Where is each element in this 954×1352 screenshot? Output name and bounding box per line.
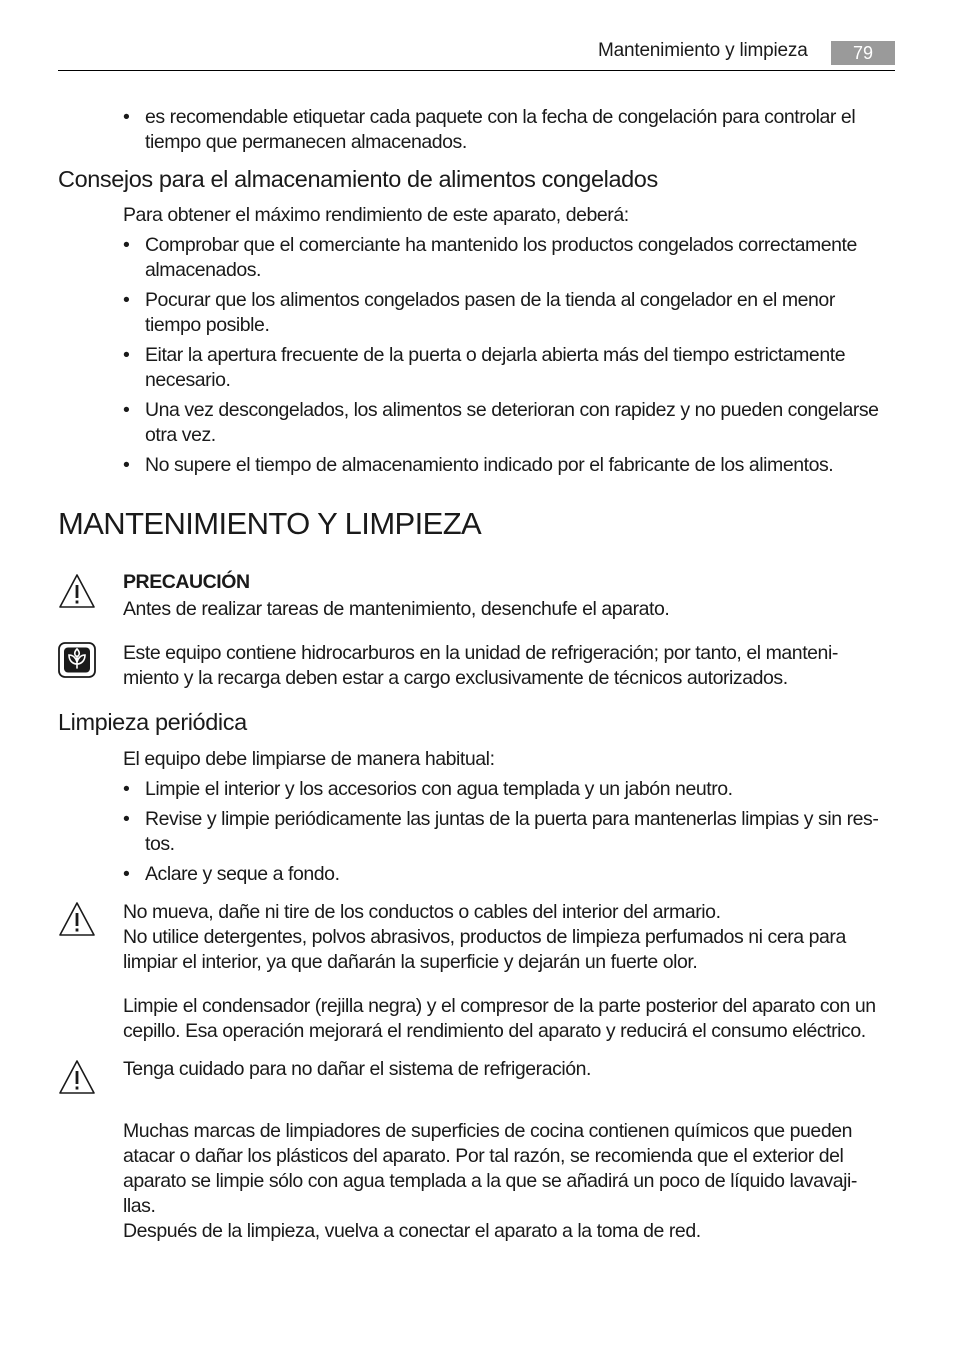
bullet-dot: •: [123, 399, 130, 421]
list-item: Limpie el interior y los accesorios con agua templada y un jabón neutro.: [145, 778, 733, 800]
list-item: No supere el tiempo de almacenamiento indicado por el fabricante de los alimentos.: [145, 454, 834, 476]
bullet-dot: •: [123, 344, 130, 366]
list-item: Pocurar que los alimentos congelados pasen de la tienda al congelador en el menor tiempo posible.: [145, 289, 835, 336]
consejos-intro: Para obtener el máximo rendimiento de este aparato, deberá:: [123, 204, 629, 226]
list-item: Comprobar que el comerciante ha mantenido los productos congelados correctamente almacenados.: [145, 234, 857, 281]
environment-note: Este equipo contiene hidrocarburos en la unidad de refrigeración; por tanto, el manteni- miento y la recarga deben estar a cargo exclusivamente de técnicos autorizados.: [123, 642, 838, 689]
running-header-title: Mantenimiento y limpieza: [598, 40, 808, 61]
list-item: Eitar la apertura frecuente de la puerta o dejarla abierta más del tiempo estrictamente necesario.: [145, 344, 846, 391]
bullet-dot: •: [123, 808, 130, 830]
bullet-dot: •: [123, 234, 130, 256]
list-item: Aclare y seque a fondo.: [145, 863, 340, 885]
header-rule: [58, 70, 895, 71]
limpieza-intro: El equipo debe limpiarse de manera habitual:: [123, 748, 495, 770]
bullet-dot: •: [123, 863, 130, 885]
warning-triangle-icon: [58, 901, 96, 937]
environment-info-icon: [58, 642, 96, 678]
page-number: 79: [831, 41, 895, 65]
warning-cables-text: No mueva, dañe ni tire de los conductos o cables del interior del armario. No utilice detergentes, polvos abrasivos, productos de limpieza perfumados ni cera para limpiar el interior, ya que dañarán la superficie y dejarán un fuerte olor.: [123, 901, 846, 973]
section-title: MANTENIMIENTO Y LIMPIEZA: [58, 506, 482, 541]
limpieza-heading: Limpieza periódica: [58, 709, 247, 735]
bullet-dot: •: [123, 106, 130, 128]
list-item: Una vez descongelados, los alimentos se deterioran con rapidez y no pueden congelarse otra vez.: [145, 399, 879, 446]
list-item: Revise y limpie periódicamente las juntas de la puerta para mantenerlas limpias y sin res- tos.: [145, 808, 879, 855]
warning-triangle-icon: [58, 573, 96, 609]
closing-paragraph: Muchas marcas de limpiadores de superficies de cocina contienen químicos que pueden atacar o dañar los plásticos del aparato. Por tal razón, se recomienda que el exterior del aparato se limpie sólo con agua templada a la que se añadirá un poco de líquido lavavaji- llas. Después de la limpieza, vuelva a conectar el aparato a la toma de red.: [123, 1120, 857, 1242]
consejos-heading: Consejos para el almacenamiento de alimentos congelados: [58, 166, 658, 192]
warning-refrigeration-text: Tenga cuidado para no dañar el sistema de refrigeración.: [123, 1058, 592, 1080]
warning-triangle-icon: [58, 1059, 96, 1095]
condenser-paragraph: Limpie el condensador (rejilla negra) y el compresor de la parte posterior del aparato con un cepillo. Esa operación mejorará el rendimiento del aparato y reducirá el consumo eléctrico.: [123, 995, 876, 1042]
bullet-dot: •: [123, 454, 130, 476]
caution-label: PRECAUCIÓN: [123, 571, 250, 593]
intro-bullet: es recomendable etiquetar cada paquete con la fecha de congelación para controlar el tiempo que permanecen almacenados.: [145, 106, 856, 153]
bullet-dot: •: [123, 289, 130, 311]
caution-text: Antes de realizar tareas de mantenimiento, desenchufe el aparato.: [123, 598, 670, 620]
bullet-dot: •: [123, 778, 130, 800]
